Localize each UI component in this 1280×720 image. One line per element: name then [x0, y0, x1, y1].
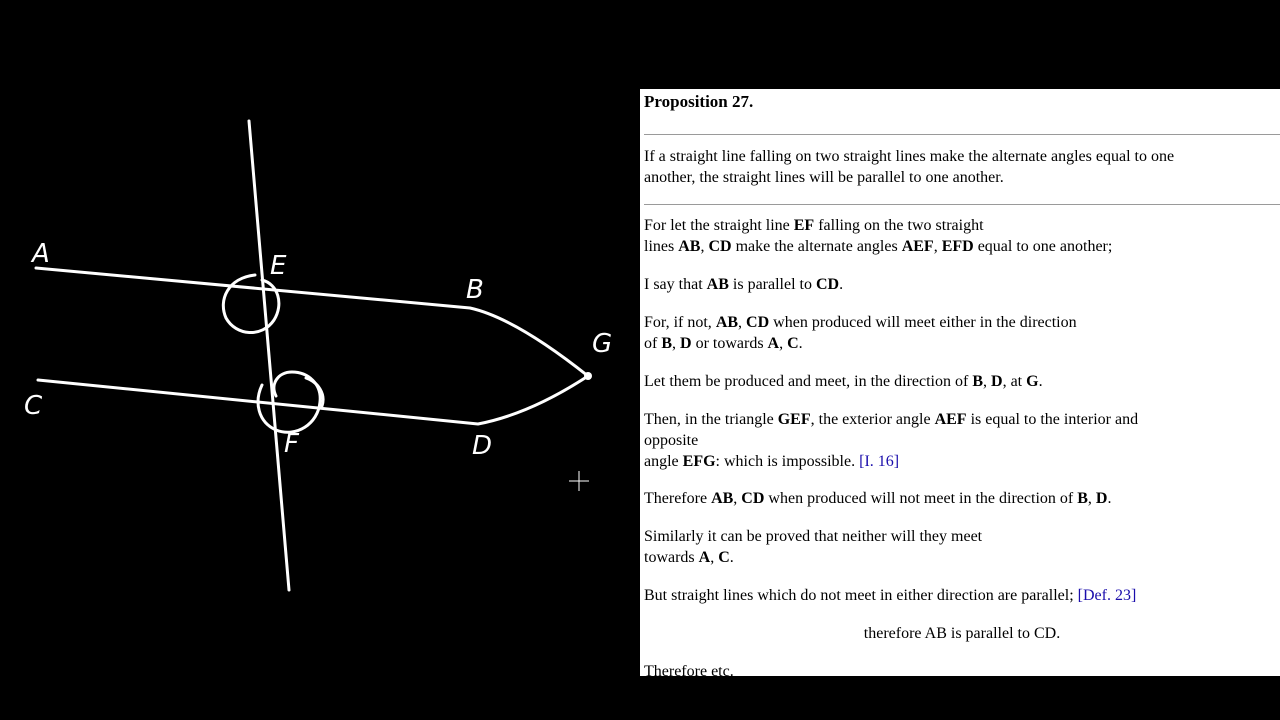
proposition-panel [640, 89, 1280, 676]
label-e: E [270, 251, 287, 281]
paragraph-5: Then, in the triangle GEF, the exterior angle AEF is equal to the interior and opposite angle EFG: which is impossible. [I. 16] [644, 411, 1139, 470]
divider [644, 134, 1280, 135]
label-b: B [466, 275, 484, 305]
angle-arc-aef [223, 275, 279, 333]
paragraph-9: therefore AB is parallel to CD. [863, 625, 1061, 642]
paragraph-6: Therefore AB, CD when produced will not meet in the direction of B, D. [644, 490, 1112, 507]
reference-link-i-16[interactable]: [I. 16] [859, 453, 900, 470]
enunciation: If a straight line falling on two straight lines make the alternate angles equal to one another, the straight lines will be parallel to one another. [644, 148, 1175, 186]
line-ab [36, 268, 588, 376]
label-d: D [472, 431, 493, 461]
label-g: G [592, 329, 613, 359]
label-f: F [284, 429, 299, 459]
paragraph-3: For, if not, AB, CD when produced will meet either in the direction of B, D or towards A, C. [644, 314, 1077, 352]
paragraph-1: For let the straight line EF falling on the two straight lines AB, CD make the alternate angles AEF, EFD equal to one another; [644, 217, 1113, 255]
paragraph-2: I say that AB is parallel to CD. [644, 276, 844, 293]
crosshair-cursor-icon [568, 470, 590, 492]
divider [644, 204, 1280, 205]
paragraph-10: Therefore etc. [644, 663, 734, 676]
point-g-dot [584, 372, 592, 380]
transversal-line-ef [249, 121, 289, 590]
label-a: A [32, 239, 50, 269]
proposition-title: Proposition 27. [644, 92, 754, 111]
reference-link-def-23[interactable]: [Def. 23] [1077, 587, 1137, 604]
label-c: C [24, 391, 43, 421]
paragraph-4: Let them be produced and meet, in the direction of B, D, at G. [644, 373, 1043, 390]
paragraph-8: But straight lines which do not meet in either direction are parallel; [Def. 23] [644, 587, 1137, 604]
paragraph-7: Similarly it can be proved that neither will they meet towards A, C. [644, 528, 983, 566]
